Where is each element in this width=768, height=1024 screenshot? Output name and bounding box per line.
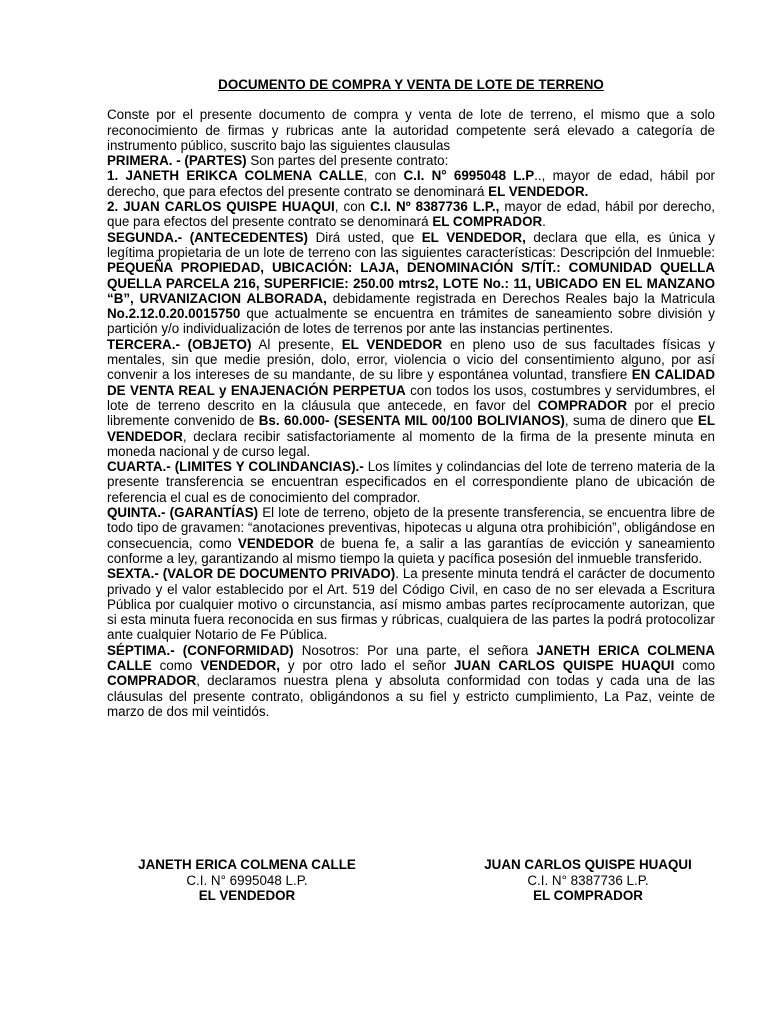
clause-quinta: QUINTA.- (GARANTÍAS) El lote de terreno, objeto de la presente transferencia, se encuentra libre de todo tipo de gravamen: “anotaciones preventivas, hipotecas u alguna otra prohibición”, obligándose en consecuencia, como VENDEDOR de buena fe, a salir a las garantías de evicción y saneamiento conforme a ley, garantizando al mismo tiempo la quieta y pacífica posesión del inmueble transferido. xyxy=(107,505,716,566)
clause-heading: SEXTA.- (VALOR DE DOCUMENTO PRIVADO) xyxy=(107,566,396,582)
signature-block-vendedor xyxy=(117,857,377,904)
clause-heading: TERCERA.- (OBJETO) xyxy=(107,336,252,352)
clause-heading: SÉPTIMA.- (CONFORMIDAD) xyxy=(107,642,294,658)
party-2: 2. JUAN CARLOS QUISPE HUAQUI, con C.I. Nº 8387736 L.P., mayor de edad, hábil por derecho, que para efectos del presente contrato se denominará EL COMPRADOR. xyxy=(107,199,715,230)
clause-sexta: SEXTA.- (VALOR DE DOCUMENTO PRIVADO). La presente minuta tendrá el carácter de documento privado y el valor establecido por el Art. 519 del Código Civil, en caso de no ser elevada a Escritura Pública por cualquier motivo o circunstancia, así mismo ambas partes recíprocamente autorizan, que si esta minuta fuera reconocida en sus firmas y rúbricas, cualquiera de las partes la podrá protocolizar ante cualquier Notario de Fe Pública. xyxy=(107,566,716,643)
signer-ci: C.I. N° 6995048 L.P. xyxy=(186,872,308,888)
clause-septima: SÉPTIMA.- (CONFORMIDAD) Nosotros: Por una parte, el señora JANETH ERICA COLMENA CALLE como VENDEDOR, y por otro lado el señor JUAN CARLOS QUISPE HUAQUI como COMPRADOR, declaramos nuestra plena y absoluta conformidad con todas y cada una de las cláusulas del presente contrato, obligándonos a su fiel y estricto cumplimiento, La Paz, veinte de marzo de dos mil veintidós. xyxy=(107,642,716,719)
signer-ci: C.I. N° 8387736 L.P. xyxy=(527,872,649,888)
signer-role: EL VENDEDOR xyxy=(198,888,296,903)
clause-heading: CUARTA.- (LIMITES Y COLINDANCIAS).- xyxy=(107,459,364,475)
intro-paragraph: Conste por el presente documento de compra y venta de lote de terreno, el mismo que a solo reconocimiento de firmas y rubricas ante la autoridad competente será elevado a categoría de instrumento público, suscrito bajo las siguientes clausulas xyxy=(107,107,715,153)
clause-tercera: TERCERA.- (OBJETO) Al presente, EL VENDEDOR en pleno uso de sus facultades físicas y mentales, sin que medie presión, dolo, error, violencia o vicio del consentimiento alguno, por así convenir a los intereses de su mandante, de su libre y espontánea voluntad, transfiere EN CALIDAD DE VENTA REAL y ENAJENACIÓN PERPETUA con todos los usos, costumbres y servidumbres, el lote de terreno descrito en la cláusula que antecede, en favor del COMPRADOR por el precio libremente convenido de Bs. 60.000- (SESENTA MIL 00/100 BOLIVIANOS), suma de dinero que EL VENDEDOR, declara recibir satisfactoriamente al momento de la firma de la presente minuta en moneda nacional y de curso legal. xyxy=(107,336,716,459)
clause-cuarta: CUARTA.- (LIMITES Y COLINDANCIAS).- Los límites y colindancias del lote de terreno materia de la presente transferencia se encuentran especificados en el correspondiente plano de ubicación de referencia el cual es de conocimiento del comprador. xyxy=(107,459,715,505)
document-title: DOCUMENTO DE COMPRA Y VENTA DE LOTE DE TERRENO xyxy=(218,77,604,92)
signature-block-comprador xyxy=(458,857,718,904)
signer-role: EL COMPRADOR xyxy=(533,888,643,903)
clause-heading: SEGUNDA.- (ANTECEDENTES) xyxy=(107,229,309,245)
clause-primera: PRIMERA. - (PARTES) Son partes del presente contrato: xyxy=(107,153,449,169)
clause-heading: QUINTA.- (GARANTÍAS) xyxy=(107,505,259,521)
party-1: 1. JANETH ERIKCA COLMENA CALLE, con C.I. N° 6995048 L.P.., mayor de edad, hábil por derecho, que para efectos del presente contrato se denominará EL VENDEDOR. xyxy=(107,168,715,199)
signer-name: JUAN CARLOS QUISPE HUAQUI xyxy=(484,857,692,872)
clause-heading: PRIMERA. - (PARTES) xyxy=(107,153,247,169)
document-body xyxy=(107,77,715,719)
signer-name: JANETH ERICA COLMENA CALLE xyxy=(138,857,356,872)
clause-segunda: SEGUNDA.- (ANTECEDENTES) Dirá usted, que EL VENDEDOR, declara que ella, es única y legítima propietaria de un lote de terreno con las siguientes características: Descripción del Inmueble: PEQUEÑA PROPIEDAD, UBICACIÓN: LAJA, DENOMINACIÓN S/TÍT.: COMUNIDAD QUELLA QUELLA PARCELA 216, SUPERFICIE: 250.00 mtrs2, LOTE No.: 11, UBICADO EN EL MANZANO “B”, URVANIZACION ALBORADA, debidamente registrada en Derechos Reales bajo la Matricula No.2.12.0.20.0015750 que actualmente se encuentra en trámites de saneamiento sobre división y partición y/o individualización de lotes de terrenos por ante las instancias pertinentes. xyxy=(107,229,715,337)
